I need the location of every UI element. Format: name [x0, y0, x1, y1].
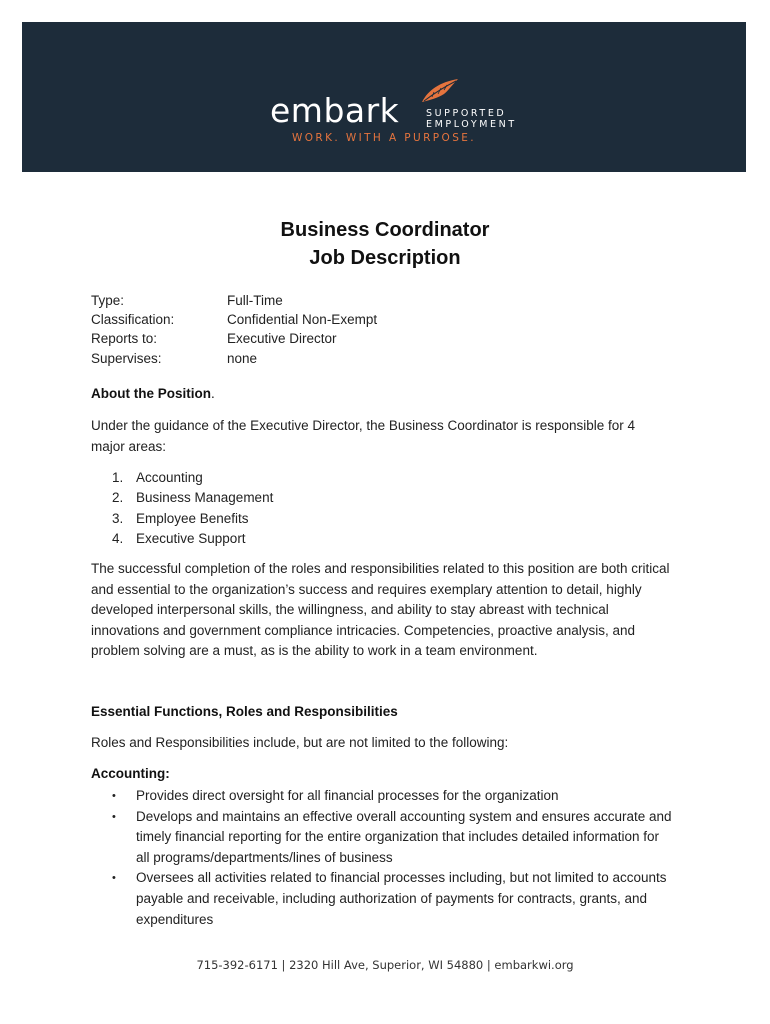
about-heading-text: About the Position — [91, 386, 211, 401]
list-text: Business Management — [136, 490, 274, 506]
essential-heading: Essential Functions, Roles and Responsibilities — [91, 704, 398, 719]
leaf-icon — [418, 76, 460, 106]
brand-subtitle — [426, 108, 517, 130]
accounting-heading: Accounting: — [91, 766, 170, 781]
list-text: Provides direct oversight for all financial processes for the organization — [136, 788, 559, 803]
list-item — [112, 468, 273, 488]
list-item — [112, 488, 273, 508]
meta-row-reports-to — [91, 329, 377, 348]
title-line2: Job Description — [309, 247, 461, 269]
list-number: 2. — [112, 490, 124, 506]
meta-value: none — [227, 350, 258, 366]
bullet-icon: • — [112, 810, 116, 823]
header-banner — [22, 22, 746, 172]
accounting-list — [112, 786, 672, 930]
list-item — [112, 509, 273, 529]
list-text: Executive Support — [136, 531, 246, 547]
list-item — [112, 786, 672, 807]
list-item — [112, 529, 273, 549]
list-item — [112, 807, 672, 869]
meta-label: Classification: — [91, 312, 175, 328]
meta-label: Supervises: — [91, 350, 162, 366]
list-text: Develops and maintains an effective overall accounting system and ensures accurate and timely financial reporting for the entire organization that includes detailed information for all programs/departments/lines of business — [136, 808, 672, 865]
meta-value: Executive Director — [227, 331, 337, 347]
brand-name: embark — [270, 91, 400, 130]
list-text: Accounting — [136, 470, 203, 485]
about-body: The successful completion of the roles and responsibilities related to this position are both critical and essential to the organization’s success and requires exemplary attention to detail, highly developed interpersonal skills, the willingness, and ability to stay abreast with technical innovations and government compliance intricacies. Competencies, proactive analysis, and problem solving are a must, as is the ability to work in a team environment. — [91, 561, 670, 659]
meta-label: Reports to: — [91, 331, 158, 347]
page-footer: 715-392-6171 | 2320 Hill Ave, Superior, WI 54880 | embarkwi.org — [196, 958, 574, 972]
title-line1: Business Coordinator — [280, 219, 490, 241]
tagline: WORK. WITH A PURPOSE. — [291, 132, 477, 144]
essential-intro: Roles and Responsibilities include, but are not limited to the following: — [91, 735, 509, 750]
brand-subtitle-line1: SUPPORTED — [426, 108, 507, 119]
about-intro: Under the guidance of the Executive Director, the Business Coordinator is responsible for 4 major areas: — [91, 418, 636, 454]
meta-value: Full-Time — [227, 293, 283, 308]
about-heading — [91, 386, 215, 401]
major-areas-list — [112, 468, 273, 550]
list-text: Oversees all activities related to financial processes including, but not limited to accounts payable and receivable, including authorization of payments for contracts, grants, and expenditures — [136, 870, 667, 927]
meta-row-type — [91, 291, 377, 310]
list-number: 1. — [112, 470, 124, 485]
list-number: 4. — [112, 531, 124, 547]
embark-logo — [270, 76, 530, 136]
document-title — [0, 216, 770, 272]
meta-row-supervises — [91, 349, 377, 368]
bullet-icon: • — [112, 790, 116, 802]
about-heading-punct: . — [210, 386, 215, 401]
meta-row-classification — [91, 310, 377, 329]
bullet-icon: • — [112, 872, 116, 885]
job-meta-table — [91, 291, 377, 368]
list-number: 3. — [112, 510, 124, 526]
meta-value: Confidential Non-Exempt — [227, 312, 378, 328]
list-text: Employee Benefits — [136, 510, 249, 526]
meta-label: Type: — [91, 293, 125, 308]
brand-subtitle-line2: EMPLOYMENT — [426, 119, 517, 130]
list-item — [112, 868, 672, 930]
